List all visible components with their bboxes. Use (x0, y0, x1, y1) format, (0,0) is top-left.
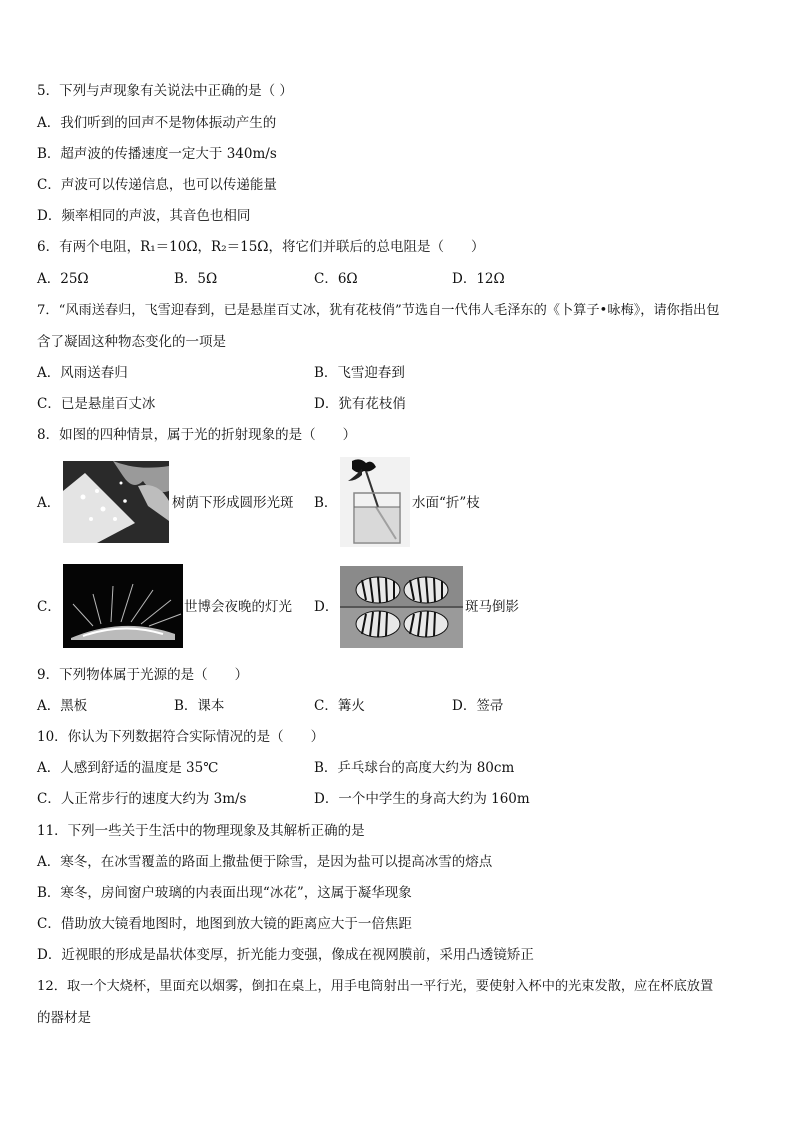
q8-stem: 8．如图的四种情景，属于光的折射现象的是（ ） (37, 427, 357, 443)
q8-option-c-letter: C． (37, 599, 61, 615)
q6-option-a: A．25Ω (37, 271, 89, 287)
q11-option-a: A．寒冬，在冰雪覆盖的路面上撒盐便于除雪，是因为盐可以提高冰雪的熔点 (37, 854, 493, 870)
q8-option-b-caption: 水面“折”枝 (412, 495, 480, 511)
q6-option-c: C．6Ω (314, 271, 358, 287)
q8-option-b-letter: B． (314, 495, 338, 511)
q11-option-c: C．借助放大镜看地图时，地图到放大镜的距离应大于一倍焦距 (37, 916, 412, 932)
q5-option-d: D．频率相同的声波，其音色也相同 (37, 208, 251, 224)
q9-option-b: B．课本 (174, 698, 225, 714)
q6-stem: 6．有两个电阻，R₁＝10Ω，R₂＝15Ω，将它们并联后的总电阻是（ ） (37, 239, 485, 255)
q9-option-a: A．黑板 (37, 698, 88, 714)
q9-stem: 9．下列物体属于光源的是（ ） (37, 667, 249, 683)
q5-option-c: C．声波可以传递信息，也可以传递能量 (37, 177, 277, 193)
q10-stem: 10．你认为下列数据符合实际情况的是（ ） (37, 729, 325, 745)
q5-option-a: A．我们听到的回声不是物体振动产生的 (37, 115, 277, 131)
q12-stem-line2: 的器材是 (37, 1010, 91, 1026)
q6-option-d: D．12Ω (452, 271, 505, 287)
q8-option-c-image (63, 564, 183, 648)
q11-stem: 11．下列一些关于生活中的物理现象及其解析正确的是 (37, 823, 365, 839)
q8-option-a-letter: A． (37, 495, 61, 511)
q8-option-d-caption: 斑马倒影 (465, 599, 519, 615)
q8-option-a-caption: 树荫下形成圆形光斑 (172, 495, 294, 511)
q10-option-c: C．人正常步行的速度大约为 3m/s (37, 791, 247, 807)
q8-option-c-caption: 世博会夜晚的灯光 (184, 599, 292, 615)
q8-option-b-image (340, 457, 410, 547)
q8-option-d-image (340, 566, 463, 648)
q7-option-d: D．犹有花枝俏 (314, 396, 406, 412)
q9-option-c: C．篝火 (314, 698, 365, 714)
q10-option-a: A．人感到舒适的温度是 35℃ (37, 760, 219, 776)
q11-option-b: B．寒冬，房间窗户玻璃的内表面出现“冰花”，这属于凝华现象 (37, 885, 412, 901)
q10-option-d: D．一个中学生的身高大约为 160m (314, 791, 530, 807)
q7-option-b: B．飞雪迎春到 (314, 365, 405, 381)
q7-stem-line2: 含了凝固这种物态变化的一项是 (37, 334, 226, 350)
q7-option-a: A．风雨送春归 (37, 365, 128, 381)
q8-option-d-letter: D． (314, 599, 339, 615)
q11-option-d: D．近视眼的形成是晶状体变厚，折光能力变强，像成在视网膜前，采用凸透镜矫正 (37, 947, 534, 963)
q5-option-b: B．超声波的传播速度一定大于 340m/s (37, 146, 277, 162)
q9-option-d: D．签帚 (452, 698, 504, 714)
q12-stem-line1: 12．取一个大烧杯，里面充以烟雾，倒扣在桌上，用手电筒射出一平行光，要使射入杯中的光束发散，应在杯底放置 (37, 979, 714, 994)
q7-stem-line1: 7．“风雨送春归，飞雪迎春到，已是悬崖百丈冰，犹有花枝俏”节选自一代伟人毛泽东的《卜算子•咏梅》，请你指出包 (37, 303, 720, 318)
q7-option-c: C．已是悬崖百丈冰 (37, 396, 156, 412)
q10-option-b: B．乒乓球台的高度大约为 80cm (314, 760, 515, 776)
q6-option-b: B．5Ω (174, 271, 218, 287)
q5-stem: 5．下列与声现象有关说法中正确的是（ ） (37, 83, 293, 99)
q8-option-a-image (63, 461, 169, 543)
